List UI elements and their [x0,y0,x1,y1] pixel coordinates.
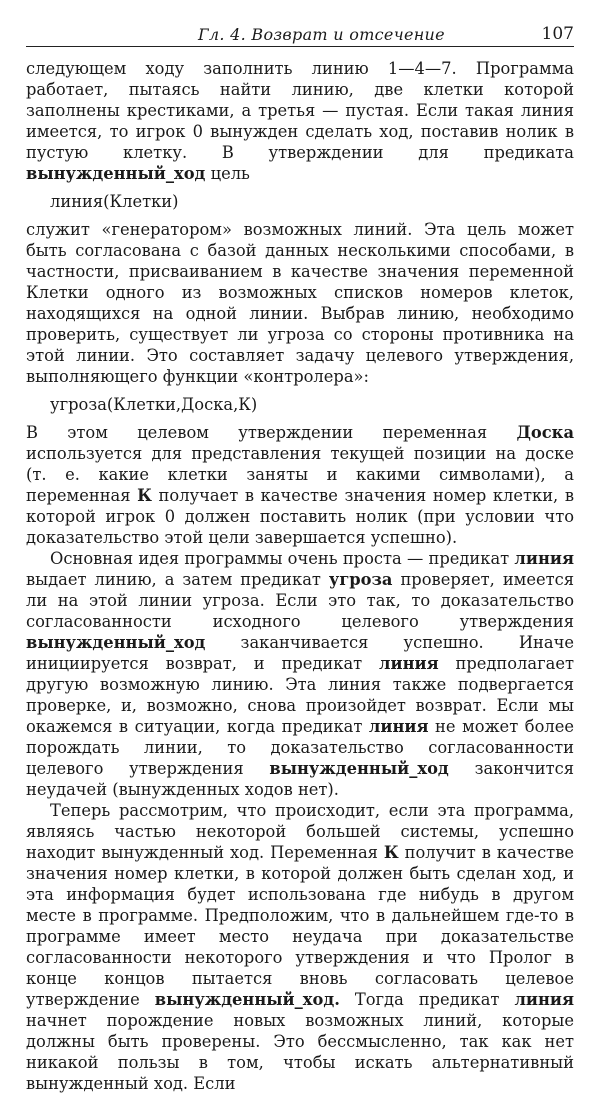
predicate-name: вынужденный_ход [269,759,449,778]
predicate-name: линия [514,990,575,1009]
page-number: 107 [541,24,574,44]
page-header [26,20,574,47]
text-run: Основная идея программы очень проста — предикат [50,549,515,568]
predicate-name: вынужденный_ход [26,633,206,652]
predicate-name: угроза [328,570,393,589]
predicate-name: линия [368,717,429,736]
variable-name: К [137,486,152,505]
text-run: Теперь рассмотрим, что происходит, если эта программа, являясь частью некоторой большей системы, успешно находит вынужденный ход. Переменная [26,801,574,862]
page-body [26,58,574,1094]
text-run: заканчивается успешно. Иначе инициируется возврат, и предикат [26,633,574,673]
predicate-name: вынужденный_ход. [154,990,340,1009]
predicate-name: вынужденный_ход [26,164,206,183]
text-run: Тогда предикат [339,990,515,1009]
text-run: закончится неудачей (вынужденных ходов нет). [26,759,575,799]
paragraph-5 [26,800,574,1094]
code-line-2: угроза(Клетки,Доска,К) [50,395,258,414]
text-run: получит в качестве значения номер клетки, в которой должен быть сделан ход, и эта информация будет использована где нибудь в другом месте в программе. Предположим, что в дальнейшем где-то в программе имеет место неудача при доказательстве согласованности некоторого утверждения и что Пролог в конце концов пытается вновь согласовать целевое утверждение [26,843,574,1009]
text-run: предполагает другую возможную линию. Эта линия также подвергается проверке, и, возможно, снова произойдет возврат. Если мы окажемся в ситуации, когда предикат [26,654,574,736]
code-line-1: линия(Клетки) [50,192,179,211]
predicate-name: линия [379,654,439,673]
text-run: В этом целевом утверждении переменная [26,423,517,442]
paragraph-3 [26,422,574,548]
paragraph-1 [26,58,574,184]
predicate-name: линия [514,549,574,568]
paragraph-4 [26,548,574,800]
running-head: Гл. 4. Возврат и отсечение [198,25,445,44]
paragraph-2: служит «генератором» возможных линий. Эта цель может быть согласована с базой данных несколькими способами, в частности, присваиванием в качестве значения переменной Клетки одного из возможных списков номеров клеток, находящихся на одной линии. Выбрав линию, необходимо проверить, существует ли угроза со стороны противника на этой линии. Это составляет задачу целевого утверждения, выполняющего функции «контролера»: [26,220,574,386]
text-run: не может более порождать линии, то доказательство согласованности целевого утверждения [26,717,574,778]
variable-name: Доска [516,423,574,442]
text-run: получает в качестве значения номер клетки, в которой игрок 0 должен поставить нолик (при условии что доказательство этой цели завершается успешно). [26,486,574,547]
text-run: используется для представления текущей позиции на доске (т. е. какие клетки заняты и какими символами), а переменная [26,444,574,505]
variable-name: К [383,843,399,862]
text-run: цель [205,164,250,183]
text-run: начнет порождение новых возможных линий, которые должны быть проверены. Это бессмысленно, так как нет никакой пользы в том, чтобы искать альтернативный вынужденный ход. Если [26,1011,574,1093]
text-run: выдает линию, а затем предикат [26,570,329,589]
text-run: проверяет, имеется ли на этой линии угроза. Если это так, то доказательство согласованности исходного целевого утверждения [26,570,574,631]
text-run: следующем ходу заполнить линию 1—4—7. Программа работает, пытаясь найти линию, две клетки которой заполнены крестиками, а третья — пустая. Если такая линия имеется, то игрок 0 вынужден сделать ход, поставив нолик в пустую клетку. В утверждении для предиката [26,59,574,162]
